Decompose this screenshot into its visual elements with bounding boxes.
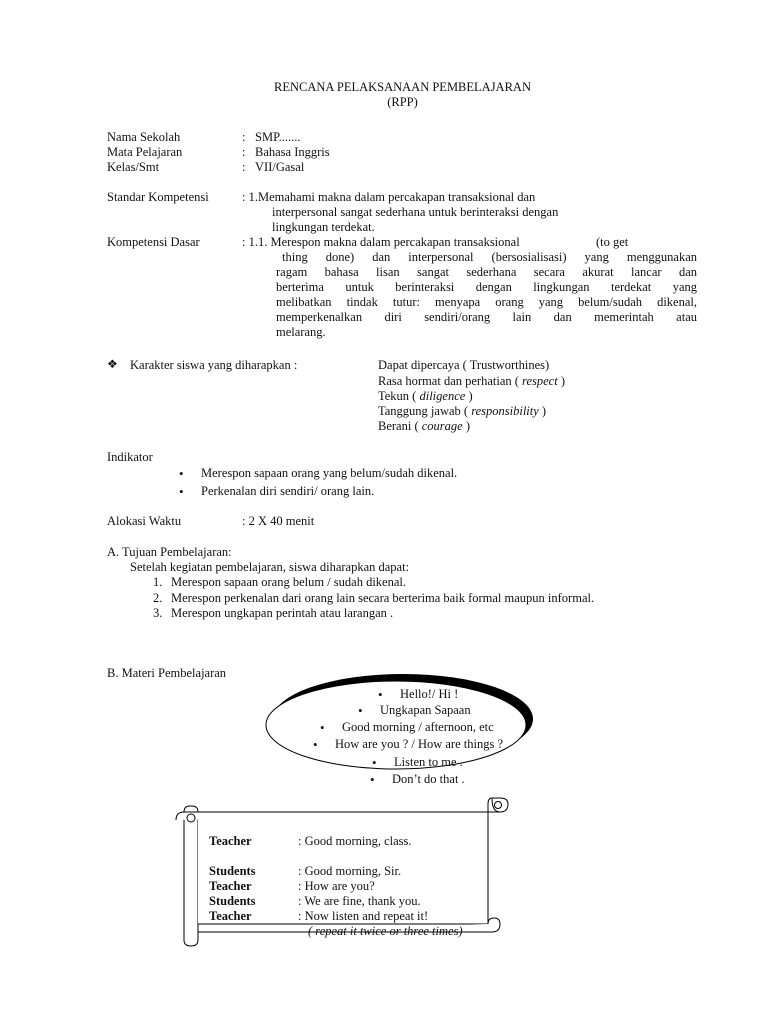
identity-colon: : xyxy=(242,145,246,159)
kd-line: : 1.1. Merespon makna dalam percakapan transaksional xyxy=(242,235,520,249)
dialog-note: ( repeat it twice or three times) xyxy=(308,924,463,938)
tujuan-number: 3. xyxy=(153,606,163,620)
kd-line: melibatkan tindak tutur: menyapa orang yang belum/sudah dikenal, xyxy=(276,295,697,309)
diamond-bullet-icon: ❖ xyxy=(107,357,118,371)
karakter-item: Rasa hormat dan perhatian ( respect ) xyxy=(378,374,565,388)
sk-label: Standar Kompetensi xyxy=(107,190,209,204)
kd-label: Kompetensi Dasar xyxy=(107,235,200,249)
kd-line: melarang. xyxy=(276,325,326,339)
kd-line: memperkenalkan diri sendiri/orang lain dan memerintah atau xyxy=(276,310,697,324)
kd-line-tail: (to get xyxy=(596,235,629,249)
identity-label: Mata Pelajaran xyxy=(107,145,183,159)
dialog-text: : How are you? xyxy=(298,879,375,893)
sk-line: : 1.Memahami makna dalam percakapan transaksional dan xyxy=(242,190,536,204)
dialog-text: : We are fine, thank you. xyxy=(298,894,421,908)
karakter-item: Tanggung jawab ( responsibility ) xyxy=(378,404,547,418)
sk-line: lingkungan terdekat. xyxy=(272,220,375,234)
tujuan-intro: Setelah kegiatan pembelajaran, siswa diharapkan dapat: xyxy=(130,560,410,574)
karakter-label: Karakter siswa yang diharapkan : xyxy=(130,358,298,372)
identity-label: Nama Sekolah xyxy=(107,130,181,144)
dialog-speaker: Teacher xyxy=(209,909,252,923)
tujuan-item: Merespon perkenalan dari orang lain secara berterima baik formal maupun informal. xyxy=(171,591,595,605)
dialog-text: : Now listen and repeat it! xyxy=(298,909,429,923)
document-subtitle: (RPP) xyxy=(387,95,418,109)
materi-item: • How are you ? / How are things ? xyxy=(335,737,503,752)
materi-item: • Good morning / afternoon, etc xyxy=(342,720,494,735)
karakter-item: Tekun ( diligence ) xyxy=(378,389,473,403)
identity-value: VII/Gasal xyxy=(255,160,305,174)
karakter-item: Berani ( courage ) xyxy=(378,419,470,433)
indikator-item: • Perkenalan diri sendiri/ orang lain. xyxy=(201,484,374,499)
dialog-speaker: Teacher xyxy=(209,879,252,893)
indikator-label: Indikator xyxy=(107,450,153,464)
identity-colon: : xyxy=(242,160,246,174)
document-title: RENCANA PELAKSANAAN PEMBELAJARAN xyxy=(274,80,531,94)
tujuan-item: Merespon sapaan orang belum / sudah dikenal. xyxy=(171,575,407,589)
dialog-speaker: Teacher xyxy=(209,834,252,848)
tujuan-number: 1. xyxy=(153,575,163,589)
identity-value: Bahasa Inggris xyxy=(255,145,330,159)
identity-colon: : xyxy=(242,130,246,144)
identity-value: SMP....... xyxy=(255,130,301,144)
karakter-item: Dapat dipercaya ( Trustworthines) xyxy=(378,358,550,372)
tujuan-number: 2. xyxy=(153,591,163,605)
kd-line: berterima untuk berinteraksi dengan lingkungan terdekat yang xyxy=(276,280,697,294)
alokasi-value: : 2 X 40 menit xyxy=(242,514,315,528)
materi-item: • Ungkapan Sapaan xyxy=(380,703,471,718)
dialog-text: : Good morning, Sir. xyxy=(298,864,402,878)
alokasi-label: Alokasi Waktu xyxy=(107,514,182,528)
kd-line: ragam bahasa lisan sangat sederhana secara akurat lancar dan xyxy=(276,265,697,279)
tujuan-label: A. Tujuan Pembelajaran: xyxy=(107,545,232,559)
tujuan-item: Merespon ungkapan perintah atau larangan . xyxy=(171,606,394,620)
materi-item: • Listen to me . xyxy=(394,755,463,770)
sk-line: interpersonal sangat sederhana untuk berinteraksi dengan xyxy=(272,205,559,219)
dialog-speaker: Students xyxy=(209,864,256,878)
dialog-speaker: Students xyxy=(209,894,256,908)
indikator-item: • Merespon sapaan orang yang belum/sudah dikenal. xyxy=(201,466,457,481)
kd-line: thing done) dan interpersonal (bersosialisasi) yang menggunakan xyxy=(282,250,697,264)
identity-label: Kelas/Smt xyxy=(107,160,160,174)
dialog-text: : Good morning, class. xyxy=(298,834,412,848)
materi-label: B. Materi Pembelajaran xyxy=(107,666,227,680)
materi-item: • Hello!/ Hi ! xyxy=(400,687,458,702)
materi-item: • Don’t do that . xyxy=(392,772,465,787)
